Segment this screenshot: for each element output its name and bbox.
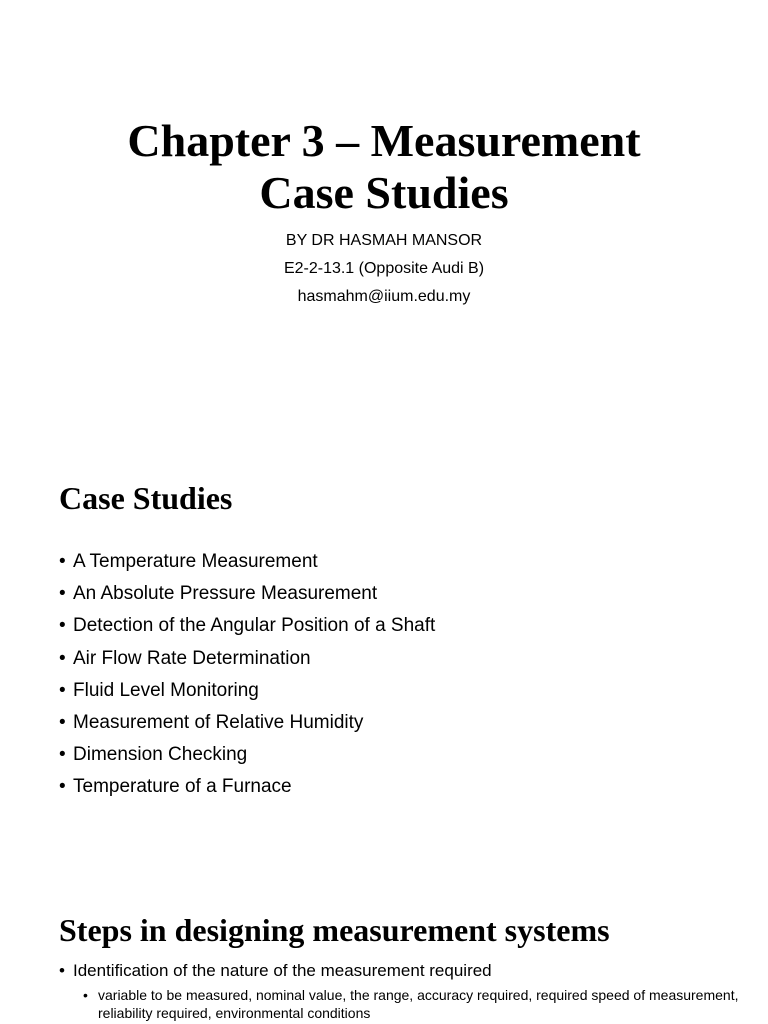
slide-title-line-1: Chapter 3 – Measurement <box>127 115 641 166</box>
case-studies-list <box>59 546 435 804</box>
slide-title-line-2: Case Studies <box>259 167 509 218</box>
email-line: hasmahm@iium.edu.my <box>297 288 471 305</box>
list-item: • A Temperature Measurement <box>59 546 435 578</box>
list-item: • Fluid Level Monitoring <box>59 675 435 707</box>
design-steps-heading: Steps in designing measurement systems <box>59 912 610 948</box>
author-line: BY DR HASMAH MANSOR <box>285 232 483 249</box>
sub-list-item <box>83 986 758 1022</box>
bullet-icon: • <box>83 987 88 1003</box>
list-item: • Measurement of Relative Humidity <box>59 707 435 739</box>
sub-list-item-text: variable to be measured, nominal value, the range, accuracy required, required speed of measurement, reliability required, environmental conditions <box>98 987 739 1021</box>
list-item: • Air Flow Rate Determination <box>59 643 435 675</box>
case-studies-heading: Case Studies <box>59 480 233 516</box>
list-item: • Identification of the nature of the measurement required <box>59 960 492 982</box>
list-item: • An Absolute Pressure Measurement <box>59 578 435 610</box>
design-steps-list <box>59 960 492 982</box>
list-item: • Detection of the Angular Position of a Shaft <box>59 610 435 642</box>
office-line: E2-2-13.1 (Opposite Audi B) <box>283 260 485 277</box>
list-item: • Temperature of a Furnace <box>59 771 435 803</box>
list-item: • Dimension Checking <box>59 739 435 771</box>
